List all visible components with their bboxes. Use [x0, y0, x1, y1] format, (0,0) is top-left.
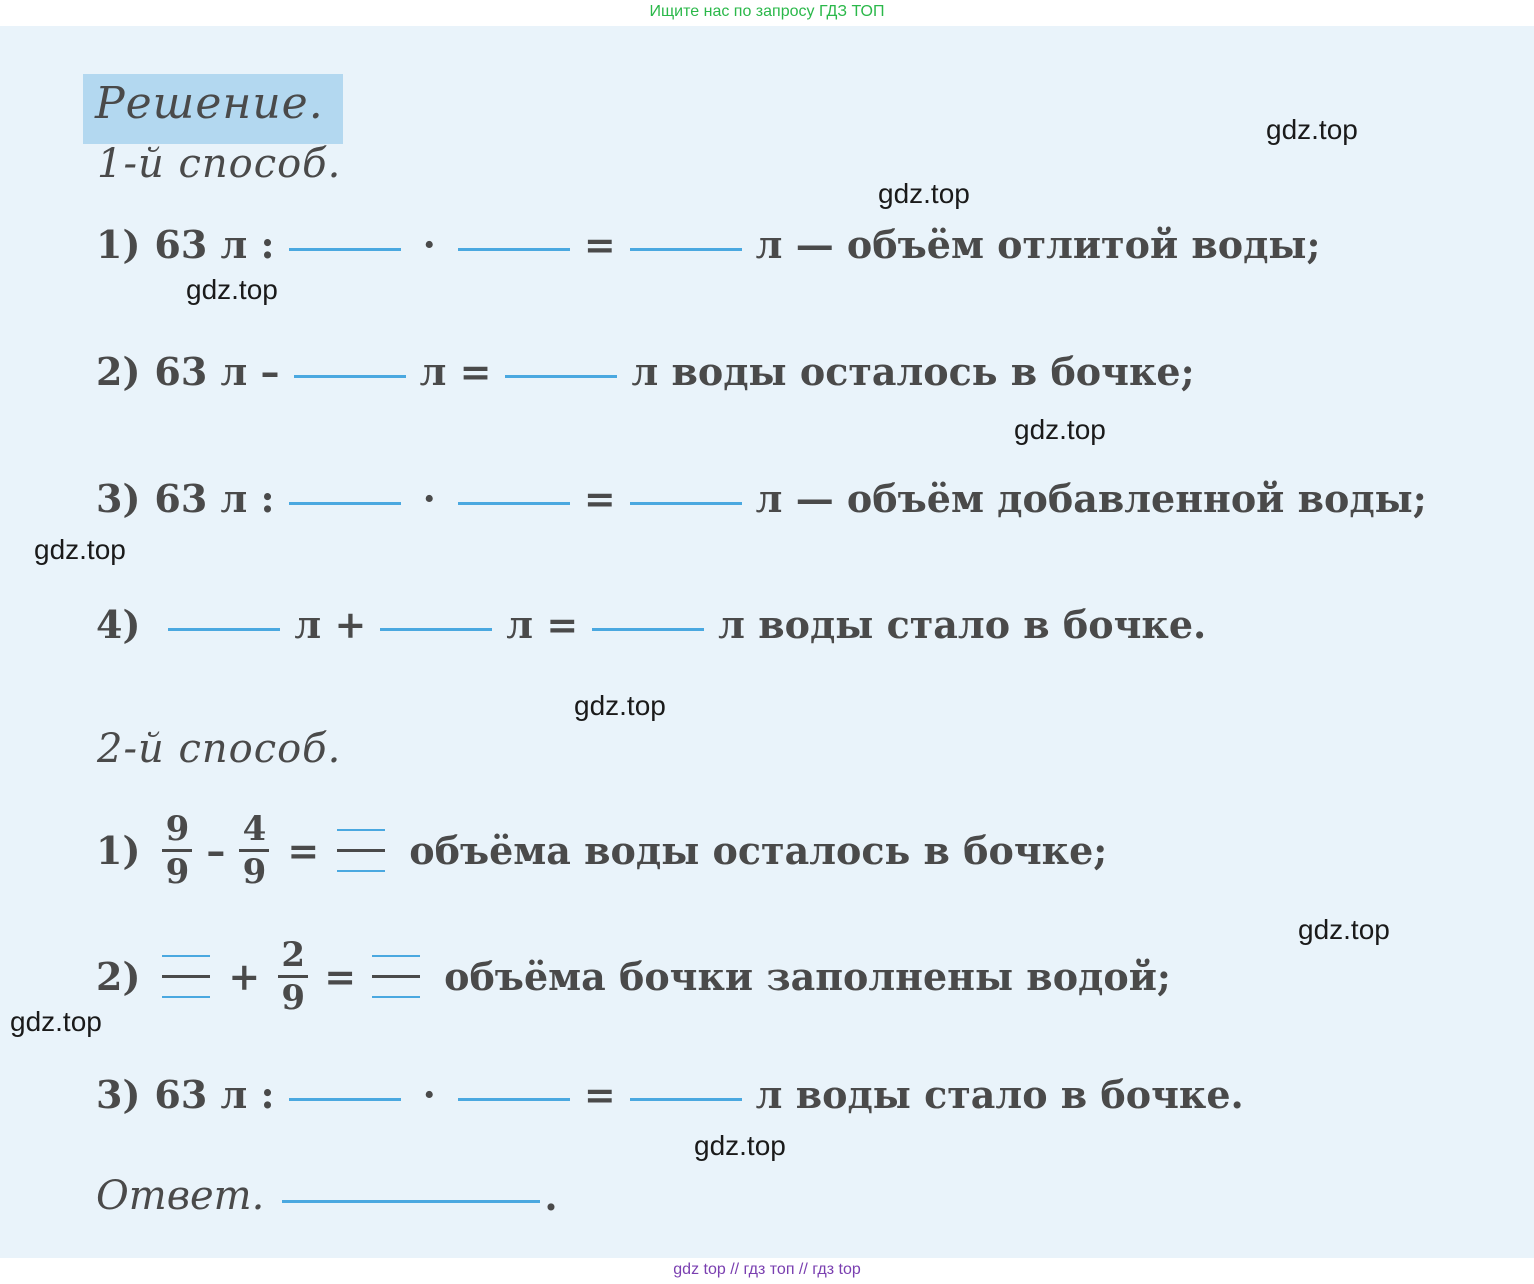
step-tail: объёма воды осталось в бочке;: [409, 827, 1108, 873]
plus-sign: +: [228, 953, 261, 999]
step-text: л =: [506, 601, 579, 647]
step-tail: л — объём отлитой воды;: [755, 221, 1321, 267]
numerator-blank[interactable]: [372, 955, 420, 957]
numerator-blank[interactable]: [162, 955, 210, 957]
multiply-sign: ·: [422, 221, 436, 267]
method2-step3: [96, 1064, 1244, 1124]
fraction-denominator: 9: [242, 851, 267, 892]
method1-step4: [96, 594, 1206, 654]
fraction-bar: [372, 975, 420, 978]
method1-step1: [96, 214, 1321, 274]
watermark: gdz.top: [1266, 114, 1358, 145]
answer-end: .: [544, 1173, 558, 1219]
fraction-numerator: 9: [165, 808, 190, 849]
fraction: [239, 809, 269, 892]
answer-label: Ответ.: [96, 1173, 265, 1219]
bottom-banner: gdz top // гдз топ // гдз top: [673, 1261, 861, 1278]
step-text: л =: [419, 348, 492, 394]
fraction: [278, 935, 308, 1018]
denominator-blank[interactable]: [372, 996, 420, 998]
answer-blank[interactable]: [282, 1200, 540, 1203]
watermark: gdz.top: [34, 534, 126, 565]
answer-blank[interactable]: [592, 628, 704, 631]
textbook-page: [0, 26, 1534, 1258]
watermark: gdz.top: [878, 178, 970, 209]
numerator-blank[interactable]: [337, 829, 385, 831]
step-number: 3): [96, 475, 141, 521]
step-number: 1): [96, 221, 141, 267]
multiply-sign: ·: [422, 1071, 436, 1117]
blank-fraction[interactable]: [337, 811, 385, 890]
step-number: 3): [96, 1071, 141, 1117]
page-heading: Решение.: [95, 78, 324, 129]
watermark: gdz.top: [10, 1006, 102, 1037]
watermark: gdz.top: [186, 274, 278, 305]
method1-step2: [96, 341, 1195, 401]
answer-blank[interactable]: [289, 502, 401, 505]
blank-fraction[interactable]: [372, 937, 420, 1016]
step-text: 63 л :: [154, 1071, 275, 1117]
step-text: 63 л –: [154, 348, 280, 394]
step-number: 1): [96, 827, 141, 873]
method2-step2: [96, 936, 1171, 1016]
equals-sign: =: [324, 953, 357, 999]
answer-blank[interactable]: [505, 375, 617, 378]
answer-line: [96, 1166, 558, 1226]
watermark: gdz.top: [1298, 914, 1390, 945]
equals-sign: =: [583, 221, 616, 267]
answer-blank[interactable]: [458, 248, 570, 251]
fraction-denominator: 9: [281, 977, 306, 1018]
answer-blank[interactable]: [289, 1098, 401, 1101]
method1-step3: [96, 468, 1427, 528]
step-number: 4): [96, 601, 141, 647]
answer-blank[interactable]: [294, 375, 406, 378]
watermark: gdz.top: [694, 1130, 786, 1161]
equals-sign: =: [583, 1071, 616, 1117]
watermark: gdz.top: [1014, 414, 1106, 445]
answer-blank[interactable]: [458, 502, 570, 505]
fraction: [162, 809, 192, 892]
method2-step1: [96, 810, 1107, 890]
step-text: 63 л :: [154, 475, 275, 521]
fraction-bar: [337, 849, 385, 852]
fraction-numerator: 4: [242, 808, 267, 849]
equals-sign: =: [583, 475, 616, 521]
step-text: 63 л :: [154, 221, 275, 267]
method1-title: 1-й способ.: [97, 141, 342, 187]
step-tail: л воды стало в бочке.: [718, 601, 1207, 647]
answer-blank[interactable]: [630, 502, 742, 505]
step-number: 2): [96, 953, 141, 999]
answer-blank[interactable]: [168, 628, 280, 631]
answer-blank[interactable]: [630, 1098, 742, 1101]
step-tail: объёма бочки заполнены водой;: [444, 953, 1171, 999]
denominator-blank[interactable]: [162, 996, 210, 998]
step-tail: л — объём добавленной воды;: [755, 475, 1427, 521]
top-banner: Ищите нас по запросу ГДЗ ТОП: [649, 3, 885, 20]
fraction-bar: [162, 975, 210, 978]
answer-blank[interactable]: [630, 248, 742, 251]
answer-blank[interactable]: [289, 248, 401, 251]
fraction-numerator: 2: [281, 934, 306, 975]
step-tail: л воды стало в бочке.: [755, 1071, 1244, 1117]
denominator-blank[interactable]: [337, 870, 385, 872]
equals-sign: =: [287, 827, 320, 873]
fraction-denominator: 9: [165, 851, 190, 892]
step-tail: л воды осталось в бочке;: [631, 348, 1195, 394]
step-text: л +: [294, 601, 367, 647]
step-number: 2): [96, 348, 141, 394]
minus-sign: –: [206, 827, 226, 873]
multiply-sign: ·: [422, 475, 436, 521]
watermark: gdz.top: [574, 690, 666, 721]
method2-title: 2-й способ.: [97, 726, 342, 772]
answer-blank[interactable]: [458, 1098, 570, 1101]
answer-blank[interactable]: [380, 628, 492, 631]
blank-fraction[interactable]: [162, 937, 210, 1016]
